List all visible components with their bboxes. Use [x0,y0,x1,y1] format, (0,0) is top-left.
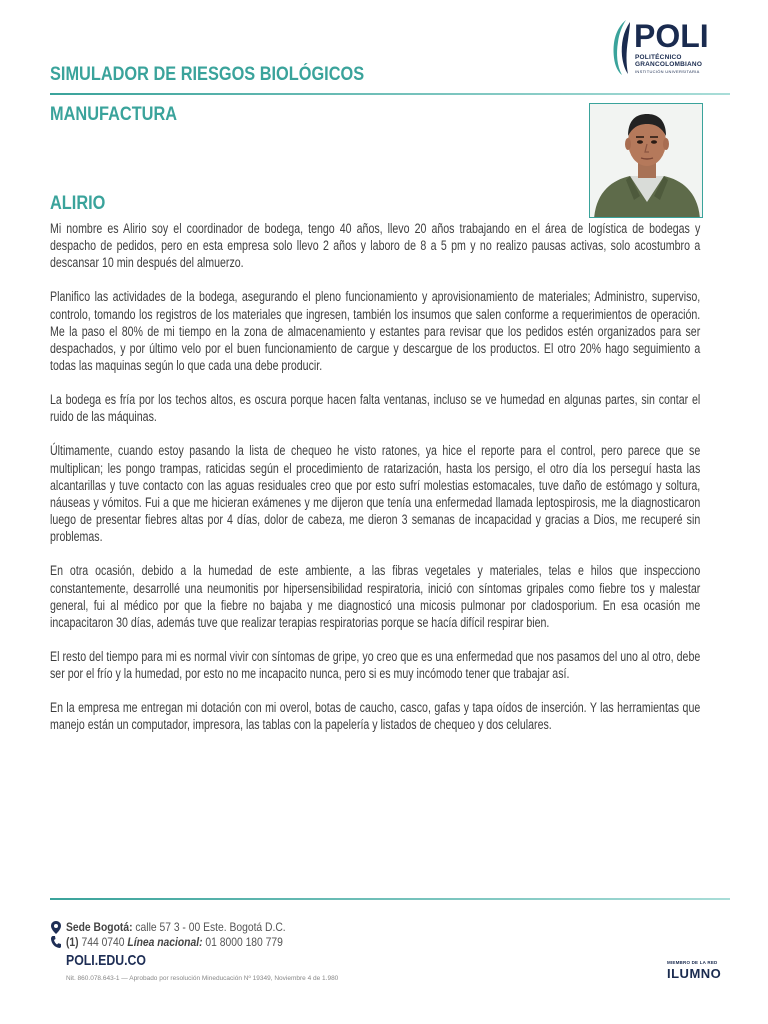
phone-label: (1) [66,935,79,949]
paragraph: En la empresa me entregan mi dotación con mi overol, botas de caucho, casco, gafas y tapa oídos de inserción. Y las herramientas que manejo están un computador, impresora, las tablas con la papelería y listados de chequeo y dos celulares. [50,700,701,733]
campus-value: calle 57 3 - 00 Este. Bogotá D.C. [132,920,286,934]
paragraph: El resto del tiempo para mi es normal vivir con síntomas de gripe, yo creo que es una enfermedad que nos pasamos del uno al otro, debe ser por el frío y la humedad, por esto no me incapacito nunca, pero si es muy incómodo tener que trabajar así. [50,649,701,682]
paragraph: Planifico las actividades de la bodega, asegurando el pleno funcionamiento y aprovisionamiento de materiales; Administro, superviso, controlo, tomando los registros de los materiales que ingresen, también los insumos que salen conforme a requerimientos de operación. Me la paso el 80% de mi tiempo en la zona de almacenamiento y estantes para revisar que los pedidos estén organizados para ser despachados, y por último velo por el buen funcionamiento de cargue y descargue de los productos. El otro 20% hago seguimiento a todas las maquinas según lo que cada una debe producir. [50,289,701,374]
header-divider [50,93,730,95]
national-line-value: 01 8000 180 779 [202,935,283,949]
paragraph: Mi nombre es Alirio soy el coordinador de bodega, tengo 40 años, llevo 20 años trabajando en el área de logística de bodegas y despacho de pedidos, pero en esta empresa solo llevo 2 años y laboro de 8 a 5 pm y no realizo pausas activas, solo acostumbro a descansar 10 min después del almuerzo. [50,221,701,271]
ilumno-wordmark: ILUMNO [667,966,722,981]
narrative-body [50,220,700,750]
paragraph: La bodega es fría por los techos altos, es oscura porque hacen falta ventanas, incluso se ve humedad en algunas partes, sin contar el ruido de las máquinas. [50,392,701,425]
footer [50,918,730,1008]
footer-divider [50,898,730,900]
campus-address [66,920,286,934]
phone-lines [66,935,283,949]
character-avatar-image [590,104,703,218]
national-line-label: Línea nacional: [127,935,203,949]
character-portrait [589,103,703,218]
poli-logo-mark [606,18,634,76]
paragraph: En otra ocasión, debido a la humedad de este ambiente, a las fibras vegetales y materiales, telas e hilos que inspecciono constantemente, desarrollé una neumonitis por hipersensibilidad respiratoria, inició con síntomas gripales como fiebre tos y malestar general, fui al médico por que la fiebre no bajaba y me diagnosticó una micosis pulmonar por cladosporium. En esa ocasión me incapacitaron 30 días, además tuve que realizar terapias respiratorias porque se hacía difícil respirar bien. [50,563,701,631]
logo-line-2: GRANCOLOMBIANO [635,61,703,68]
poli-logo [604,16,714,80]
location-pin-icon [51,921,61,934]
ilumno-tagline: MIEMBRO DE LA RED [667,960,718,965]
character-name: ALIRIO [50,193,106,214]
ilumno-logo [667,960,731,984]
phone-icon [51,936,61,948]
website-link[interactable]: POLI.EDU.CO [66,952,146,969]
paragraph: Últimamente, cuando estoy pasando la lista de chequeo he visto ratones, ya hice el reporte para el control, pero parece que se multiplican; les pongo trampas, raticidas según el procedimiento de ratarización, hasta los persigo, el otro día los perseguí hasta las alcantarillas y tuve contacto con las aguas residuales creo que por esto sufrí molestias estomacales, tuve daño de estómago y soltura, náuseas y vómitos. Fui a que me hicieran exámenes y me dijeron que tenía una enfermedad llamada leptospirosis, me la diagnosticaron luego de presentar fiebres altas por 4 días, dolor de cabeza, me dieron 3 semanas de incapacidad y gracias a Dios, me recuperé sin problemas. [50,443,701,545]
logo-wordmark: POLI [634,18,709,54]
campus-label: Sede Bogotá: [66,920,133,934]
logo-line-1: POLITÉCNICO [635,54,682,61]
document-subtitle: MANUFACTURA [50,104,178,125]
phone-value: 744 0740 [78,935,128,949]
logo-line-3: INSTITUCIÓN UNIVERSITARIA [635,69,700,74]
legal-notice: Nit. 860.078.643-1 — Aprobado por resolución Mineducación Nº 19349, Noviembre 4 de 1.980 [66,975,339,982]
document-title: SIMULADOR DE RIESGOS BIOLÓGICOS [50,64,365,85]
